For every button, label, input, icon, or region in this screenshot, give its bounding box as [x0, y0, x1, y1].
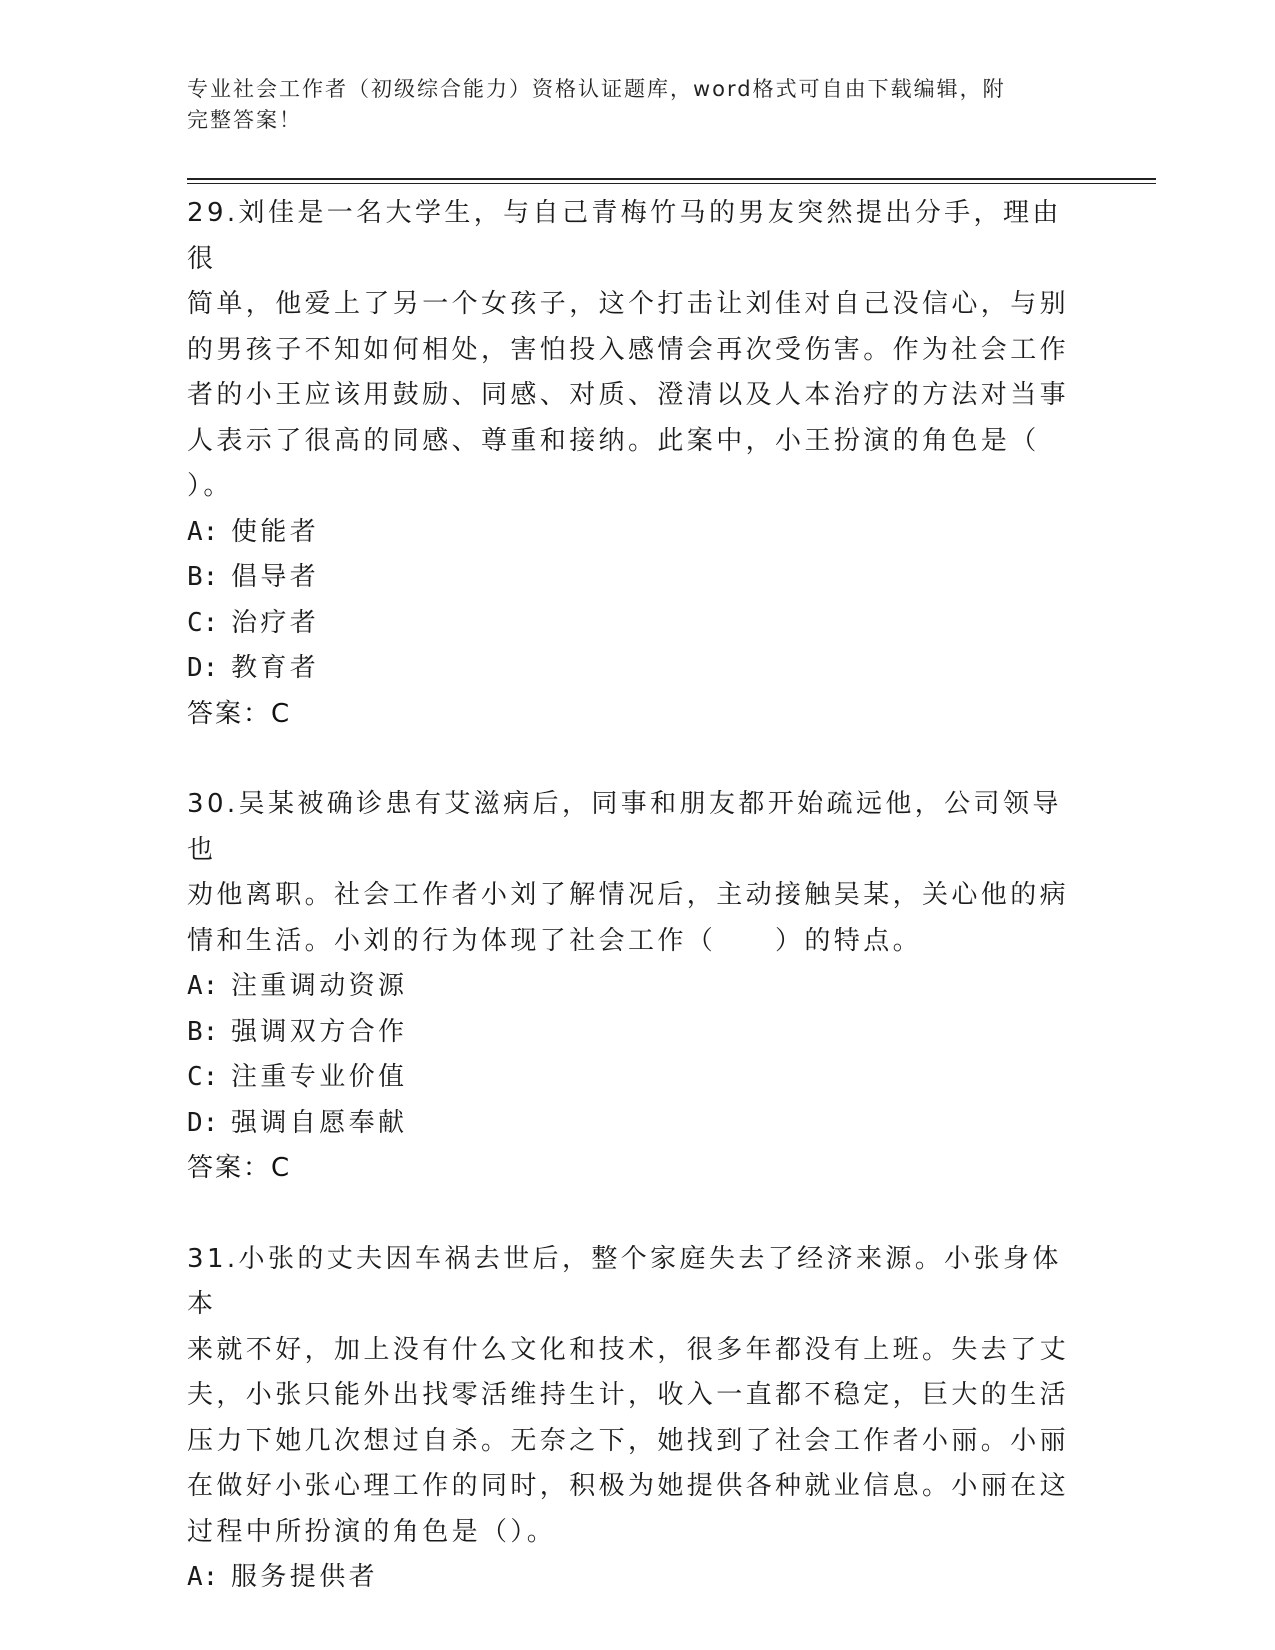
option-d: [187, 646, 1087, 692]
option-key: A:: [187, 1562, 219, 1592]
option-text: 注重专业价值: [231, 1062, 408, 1092]
question-29: [187, 191, 1087, 737]
option-key: C:: [187, 1062, 219, 1092]
option-key: C:: [187, 607, 219, 638]
question-spacer: [187, 737, 1087, 782]
question-stem-line: 者的小王应该用鼓励、同感、对质、澄清以及人本治疗的方法对当事: [187, 380, 1070, 410]
header-line-1: 专业社会工作者（初级综合能力）资格认证题库，word格式可自由下载编辑，附: [187, 77, 1006, 101]
option-text: 强调双方合作: [231, 1016, 408, 1047]
header-line-2: 完整答案！: [187, 108, 302, 132]
question-stem-line: 劝他离职。社会工作者小刘了解情况后，主动接触吴某，关心他的病: [187, 880, 1070, 910]
option-text: 教育者: [231, 653, 320, 683]
question-stem-line: 简单，他爱上了另一个女孩子，这个打击让刘佳对自己没信心，与别: [187, 289, 1070, 319]
question-stem-line: 30.吴某被确诊患有艾滋病后，同事和朋友都开始疏远他，公司领导也: [187, 789, 1062, 865]
header-divider-thick: [187, 178, 1156, 180]
header-divider-thin: [187, 183, 1156, 184]
option-b: [187, 1010, 1087, 1056]
option-c: [187, 1055, 1087, 1101]
option-a: [187, 510, 1087, 556]
option-d: [187, 1101, 1087, 1147]
option-key: D:: [187, 1107, 219, 1138]
question-spacer: [187, 1192, 1087, 1237]
question-list: [187, 191, 1087, 1601]
option-a: [187, 964, 1087, 1010]
option-b: [187, 555, 1087, 601]
question-30: [187, 782, 1087, 1192]
option-key: B:: [187, 1016, 219, 1047]
option-text: 注重调动资源: [231, 971, 408, 1001]
question-stem-line: 29.刘佳是一名大学生，与自己青梅竹马的男友突然提出分手，理由很: [187, 198, 1062, 274]
option-a: [187, 1555, 1087, 1601]
answer-line: 答案：C: [187, 698, 292, 729]
option-text: 服务提供者: [231, 1562, 379, 1592]
question-stem-line: 在做好小张心理工作的同时，积极为她提供各种就业信息。小丽在这: [187, 1471, 1070, 1501]
option-text: 倡导者: [231, 562, 320, 592]
question-stem-line: 压力下她几次想过自杀。无奈之下，她找到了社会工作者小丽。小丽: [187, 1425, 1070, 1456]
question-stem-line: 的男孩子不知如何相处，害怕投入感情会再次受伤害。作为社会工作: [187, 334, 1070, 365]
option-text: 治疗者: [231, 607, 320, 638]
document-header: [187, 74, 1067, 136]
option-text: 使能者: [231, 516, 320, 547]
option-key: A:: [187, 971, 219, 1001]
question-stem-line: 31.小张的丈夫因车祸去世后，整个家庭失去了经济来源。小张身体本: [187, 1243, 1062, 1319]
question-stem-line: 过程中所扮演的角色是（）。: [187, 1516, 557, 1547]
question-stem-line: 夫，小张只能外出找零活维持生计，收入一直都不稳定，巨大的生活: [187, 1380, 1070, 1410]
question-stem-line: ）。: [187, 471, 233, 501]
option-key: D:: [187, 653, 219, 683]
question-stem-line: 来就不好，加上没有什么文化和技术，很多年都没有上班。失去了丈: [187, 1334, 1070, 1365]
question-stem-line: 情和生活。小刘的行为体现了社会工作（ ）的特点。: [187, 925, 923, 956]
question-31: [187, 1237, 1087, 1601]
option-text: 强调自愿奉献: [231, 1107, 408, 1138]
option-key: B:: [187, 562, 219, 592]
option-c: [187, 601, 1087, 647]
question-stem-line: 人表示了很高的同感、尊重和接纳。此案中，小王扮演的角色是（: [187, 425, 1040, 456]
answer-line: 答案：C: [187, 1153, 292, 1183]
option-key: A:: [187, 516, 219, 547]
